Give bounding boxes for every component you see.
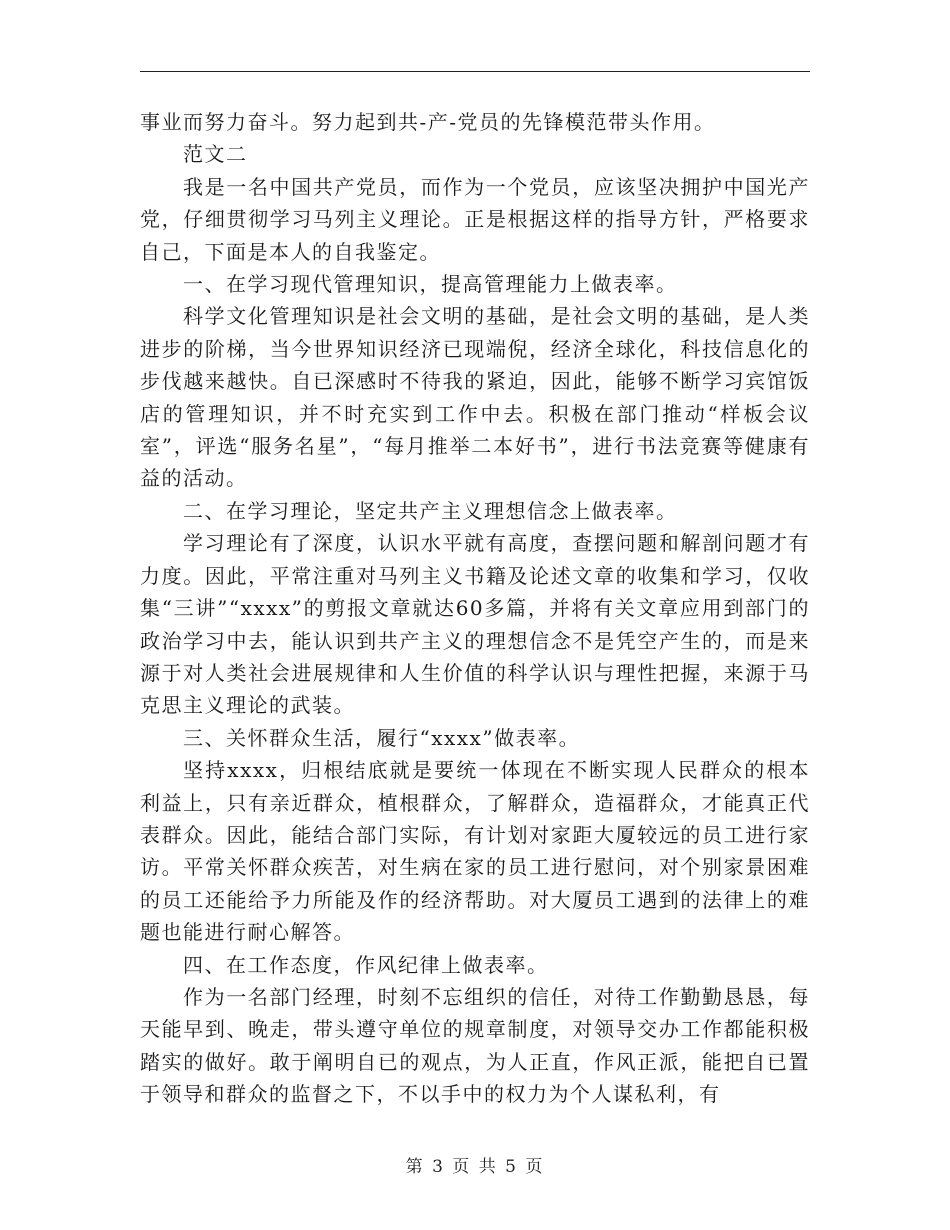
section-heading: 四、在工作态度，作风纪律上做表率。 xyxy=(183,952,549,977)
section-heading: 一、在学习现代管理知识，提高管理能力上做表率。 xyxy=(183,272,678,297)
header-rule xyxy=(140,71,810,72)
paragraph: 坚持xxxx，归根结底就是要统一体现在不断实现人民群众的根本利益上，只有亲近群众，植根群众，了解群众，造福群众，才能真正代表群众。因此，能结合部门实际，有计划对家距大厦较远的员工进行家访。平常关怀群众疾苦，对生病在家的员工进行慰问，对个别家景困难的员工还能给予力所能及作的经济帮助。对大厦员工遇到的法律上的难题也能进行耐心解答。 xyxy=(140,758,810,945)
section-heading: 三、关怀群众生活，履行“xxxx”做表率。 xyxy=(183,725,581,750)
document-body xyxy=(140,106,810,1111)
section-heading: 二、在学习理论，坚定共产主义理想信念上做表率。 xyxy=(183,498,678,523)
paragraph: 事业而努力奋斗。努力起到共-产-党员的先锋模范带头作用。 xyxy=(140,110,716,134)
paragraph: 我是一名中国共产党员，而作为一个党员，应该坚决拥护中国光产党，仔细贯彻学习马列主义理论。正是根据这样的指导方针，严格要求自己，下面是本人的自我鉴定。 xyxy=(140,174,810,264)
paragraph: 科学文化管理知识是社会文明的基础，是社会文明的基础，是人类进步的阶梯，当今世界知识经济已现端倪，经济全球化，科技信息化的步伐越来越快。自已深感时不待我的紧迫，因此，能够不断学习宾馆饭店的管理知识，并不时充实到工作中去。积极在部门推动“样板会议室”，评选“服务名星”，“每月推举二本好书”，进行书法竞赛等健康有益的活动。 xyxy=(140,304,810,491)
paragraph: 学习理论有了深度，认识水平就有高度，查摆问题和解剖问题才有力度。因此，平常注重对马列主义书籍及论述文章的收集和学习，仅收集“三讲”“xxxx”的剪报文章就达60多篇，并将有关文章应用到部门的政治学习中去，能认识到共产主义的理想信念不是凭空产生的，而是来源于对人类社会进展规律和人生价值的科学认识与理性把握，来源于马克思主义理论的武装。 xyxy=(140,531,810,718)
section-heading: 范文二 xyxy=(183,142,248,167)
paragraph: 作为一名部门经理，时刻不忘组织的信任，对待工作勤勤恳恳，每天能早到、晚走，带头遵守单位的规章制度，对领导交办工作都能积极踏实的做好。敢于阐明自已的观点，为人正直，作风正派，能把自已置于领导和群众的监督之下，不以手中的权力为个人谋私利，有 xyxy=(140,984,810,1107)
page-number: 第 3 页 共 5 页 xyxy=(405,1157,545,1177)
